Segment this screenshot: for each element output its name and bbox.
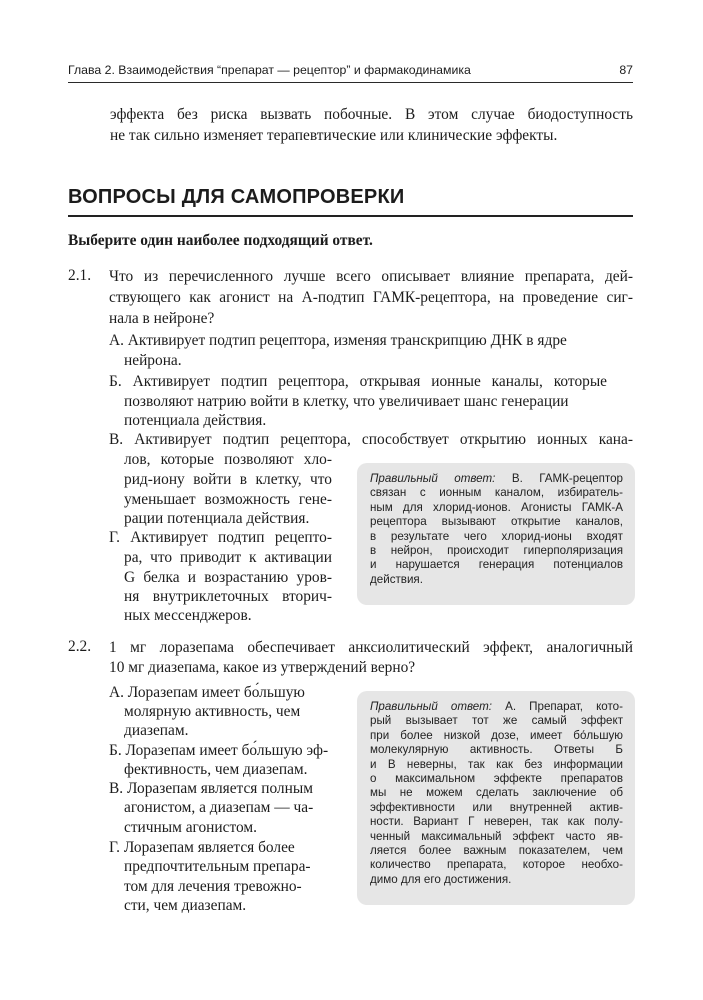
running-header bbox=[68, 62, 633, 83]
option-text-line: уменьшает возможность гене- bbox=[124, 491, 332, 508]
question-stem-line: 1 мг лоразепама обеспечивает анксиолитический эффект, аналогичный bbox=[109, 639, 633, 656]
option-text-line: стичным агонистом. bbox=[124, 819, 257, 836]
answer-text: при более низкой дозе, имеет бо́льшую bbox=[370, 728, 623, 742]
answer-text: в нейрон, происходит гиперполяризация bbox=[370, 544, 623, 558]
answer-text: ности. Вариант Г неверен, так как полу- bbox=[370, 815, 623, 829]
option-b: Б. Активирует подтип рецептора, открывая ионные каналы, которые bbox=[109, 373, 607, 390]
intro-line: эффекта без риска вызвать побочные. В этом случае биодоступность bbox=[110, 106, 633, 123]
option-text-line: рид-иону войти в клетку, что bbox=[124, 471, 332, 488]
option-v: В. Активирует подтип рецептора, способствует открытию ионных кана- bbox=[109, 431, 633, 448]
answer-text: В. ГАМК-рецептор bbox=[495, 472, 623, 485]
option-v: В. Лоразепам является полным bbox=[109, 780, 313, 797]
answer-text: связан с ионным каналом, избиратель- bbox=[370, 486, 623, 500]
option-text-line: потенциала действия. bbox=[124, 412, 267, 429]
question-stem-line: ствующего как агонист на А-подтип ГАМК-рецептора, на проведение сиг- bbox=[109, 289, 633, 306]
option-text-line: G белка и возрастанию уров- bbox=[124, 569, 332, 586]
answer-text: мы не можем сделать заключение об bbox=[370, 786, 623, 800]
answer-text: рый вызывает тот же самый эффект bbox=[370, 714, 623, 728]
answer-text: А. Препарат, кото- bbox=[492, 700, 623, 713]
section-heading: ВОПРОСЫ ДЛЯ САМОПРОВЕРКИ bbox=[68, 186, 633, 217]
answer-label: Правильный ответ: bbox=[370, 700, 492, 713]
option-text-line: том для лечения тревожно- bbox=[124, 878, 302, 895]
answer-text: молекулярную активность. Ответы Б bbox=[370, 743, 623, 757]
option-text-line: агонистом, а диазепам — ча- bbox=[124, 799, 314, 816]
option-a: А. Активирует подтип рецептора, изменяя транскрипцию ДНК в ядре bbox=[109, 332, 567, 349]
option-text-line: ня внутриклеточных вторич- bbox=[124, 588, 332, 605]
question-stem-line: нала в нейроне? bbox=[109, 310, 215, 327]
intro-paragraph bbox=[110, 104, 633, 146]
option-text-line: рации потенциала действия. bbox=[124, 510, 310, 527]
answer-text: димо для его достижения. bbox=[370, 872, 512, 886]
option-g: Г. Лоразепам является более bbox=[109, 839, 295, 856]
answer-text: и В неверны, так как без информации bbox=[370, 757, 623, 771]
option-g: Г. Активирует подтип рецепто- bbox=[109, 529, 332, 546]
answer-text: действия. bbox=[370, 572, 423, 586]
option-text-line: лов, которые позволяют хло- bbox=[124, 451, 332, 468]
option-text-line: позволяют натрию войти в клетку, что увеличивает шанс генерации bbox=[124, 393, 569, 410]
instruction-text: Выберите один наиболее подходящий ответ. bbox=[68, 232, 373, 249]
answer-text: ченный максимальный эффект часто яв- bbox=[370, 829, 623, 843]
option-text-line: фективность, чем диазепам. bbox=[124, 761, 308, 778]
option-text-line: ра, что приводит к активации bbox=[124, 549, 332, 566]
answer-box bbox=[357, 463, 635, 605]
answer-text: рецептора вызывают открытие каналов, bbox=[370, 515, 623, 529]
question-stem-line: Что из перечисленного лучше всего описывает влияние препарата, дей- bbox=[109, 268, 633, 285]
answer-label: Правильный ответ: bbox=[370, 472, 496, 485]
answer-text: эффективности или внутренней актив- bbox=[370, 800, 623, 814]
intro-line: не так сильно изменяет терапевтические или клинические эффекты. bbox=[110, 127, 558, 144]
option-text-line: молярную активность, чем bbox=[124, 703, 301, 720]
answer-box bbox=[357, 691, 635, 905]
answer-text: количество препарата, которое необхо- bbox=[370, 858, 623, 872]
answer-text: о максимальном эффекте препаратов bbox=[370, 772, 623, 786]
answer-text: и нарушается генерация потенциалов bbox=[370, 558, 623, 572]
option-a: А. Лоразепам имеет бо́льшую bbox=[109, 684, 305, 701]
answer-text: в результате чего хлорид-ионы входят bbox=[370, 529, 623, 543]
question-number: 2.2. bbox=[68, 638, 92, 655]
answer-text: ляется более важным показателем, чем bbox=[370, 844, 623, 858]
option-b: Б. Лоразепам имеет бо́льшую эф- bbox=[109, 742, 329, 759]
answer-text: ным для хлорид-ионов. Агонисты ГАМК-А bbox=[370, 500, 623, 514]
option-text-line: ных мессенджеров. bbox=[124, 607, 252, 624]
option-text-line: предпочтительным препара- bbox=[124, 858, 311, 875]
option-text-line: диазепам. bbox=[124, 722, 189, 739]
chapter-title: Глава 2. Взаимодействия “препарат — рецептор” и фармакодинамика bbox=[68, 63, 471, 77]
page-number: 87 bbox=[619, 63, 633, 77]
option-text-line: сти, чем диазепам. bbox=[124, 897, 247, 914]
option-text-line: нейрона. bbox=[124, 352, 182, 369]
question-stem-line: 10 мг диазепама, какое из утверждений верно? bbox=[109, 659, 416, 676]
question-number: 2.1. bbox=[68, 267, 92, 284]
